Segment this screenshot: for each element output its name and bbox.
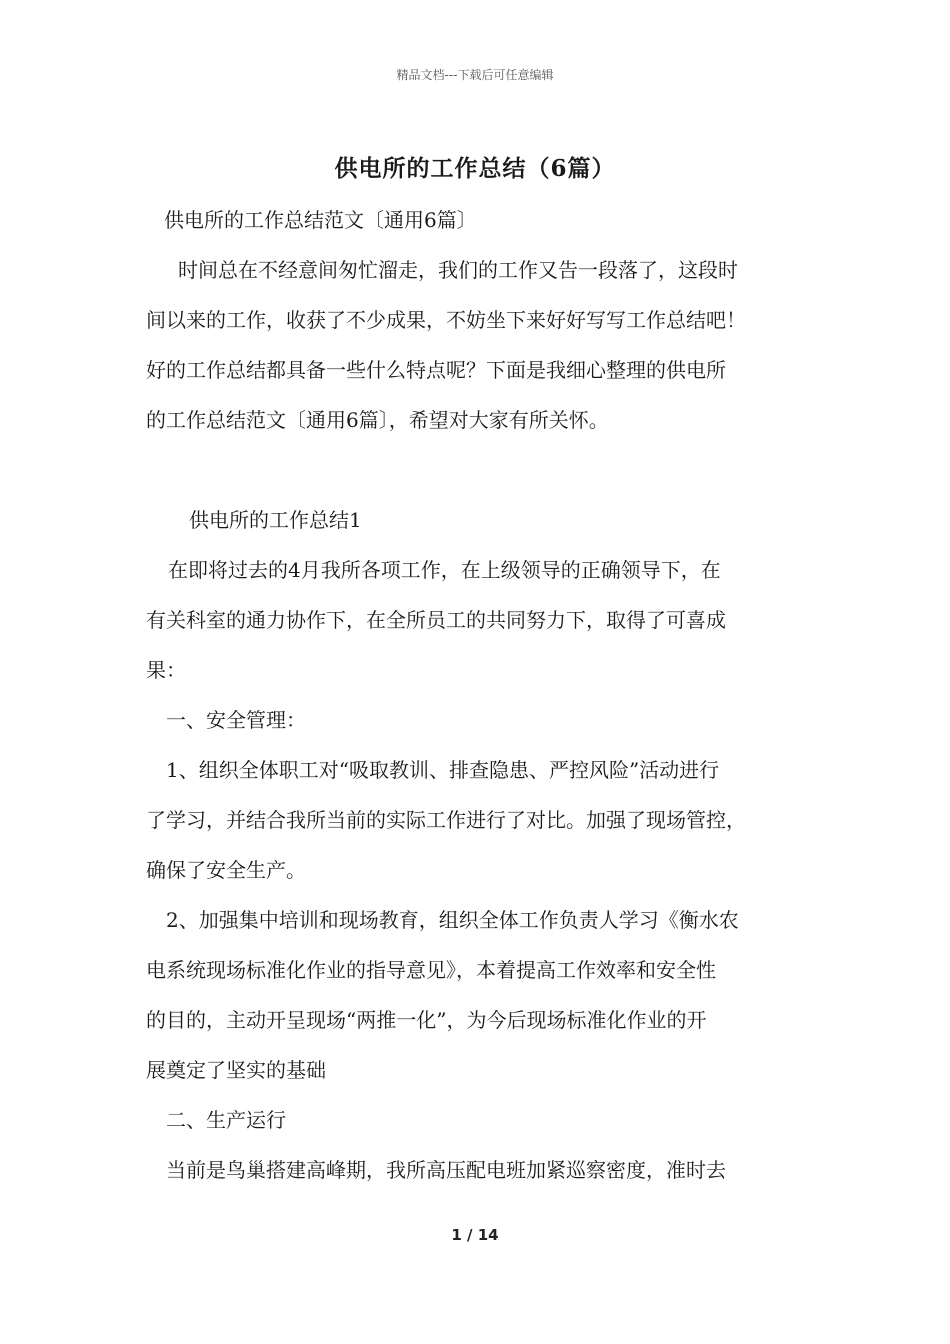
subtitle-line: 供电所的工作总结范文〔通用6篇〕 [164, 208, 477, 232]
paragraph-line: 了学习，并结合我所当前的实际工作进行了对比。加强了现场管控， [146, 808, 746, 832]
page-number: 1 / 14 [451, 1226, 499, 1244]
paragraph-line: 有关科室的通力协作下，在全所员工的共同努力下，取得了可喜成 [146, 608, 726, 632]
paragraph-line: 电系统现场标准化作业的指导意见》，本着提高工作效率和安全性 [146, 958, 716, 982]
subsection-heading: 二、生产运行 [166, 1108, 286, 1132]
paragraph-line: 在即将过去的4月我所各项工作，在上级领导的正确领导下，在 [168, 558, 721, 582]
paragraph-line: 展奠定了坚实的基础 [146, 1058, 326, 1082]
paragraph-line: 1、组织全体职工对“吸取教训、排查隐患、严控风险”活动进行 [166, 758, 720, 782]
subsection-heading: 一、安全管理： [166, 708, 306, 732]
paragraph-line: 好的工作总结都具备一些什么特点呢？下面是我细心整理的供电所 [146, 358, 726, 382]
paragraph-line: 当前是鸟巢搭建高峰期，我所高压配电班加紧巡察密度，准时去 [166, 1158, 726, 1182]
header-note: 精品文档---下载后可任意编辑 [396, 68, 554, 82]
paragraph-line: 时间总在不经意间匆忙溜走，我们的工作又告一段落了，这段时 [178, 258, 738, 282]
section-heading: 供电所的工作总结1 [189, 508, 362, 532]
paragraph-line: 的工作总结范文〔通用6篇〕，希望对大家有所关怀。 [146, 408, 609, 432]
document-title: 供电所的工作总结（6篇） [334, 155, 616, 182]
paragraph-line: 确保了安全生产。 [146, 858, 306, 882]
paragraph-line: 果： [146, 658, 186, 682]
paragraph-line: 间以来的工作，收获了不少成果，不妨坐下来好好写写工作总结吧！ [146, 308, 746, 332]
paragraph-line: 2、加强集中培训和现场教育，组织全体工作负责人学习《衡水农 [166, 908, 739, 932]
paragraph-line: 的目的，主动开呈现场“两推一化”，为今后现场标准化作业的开 [146, 1008, 707, 1032]
